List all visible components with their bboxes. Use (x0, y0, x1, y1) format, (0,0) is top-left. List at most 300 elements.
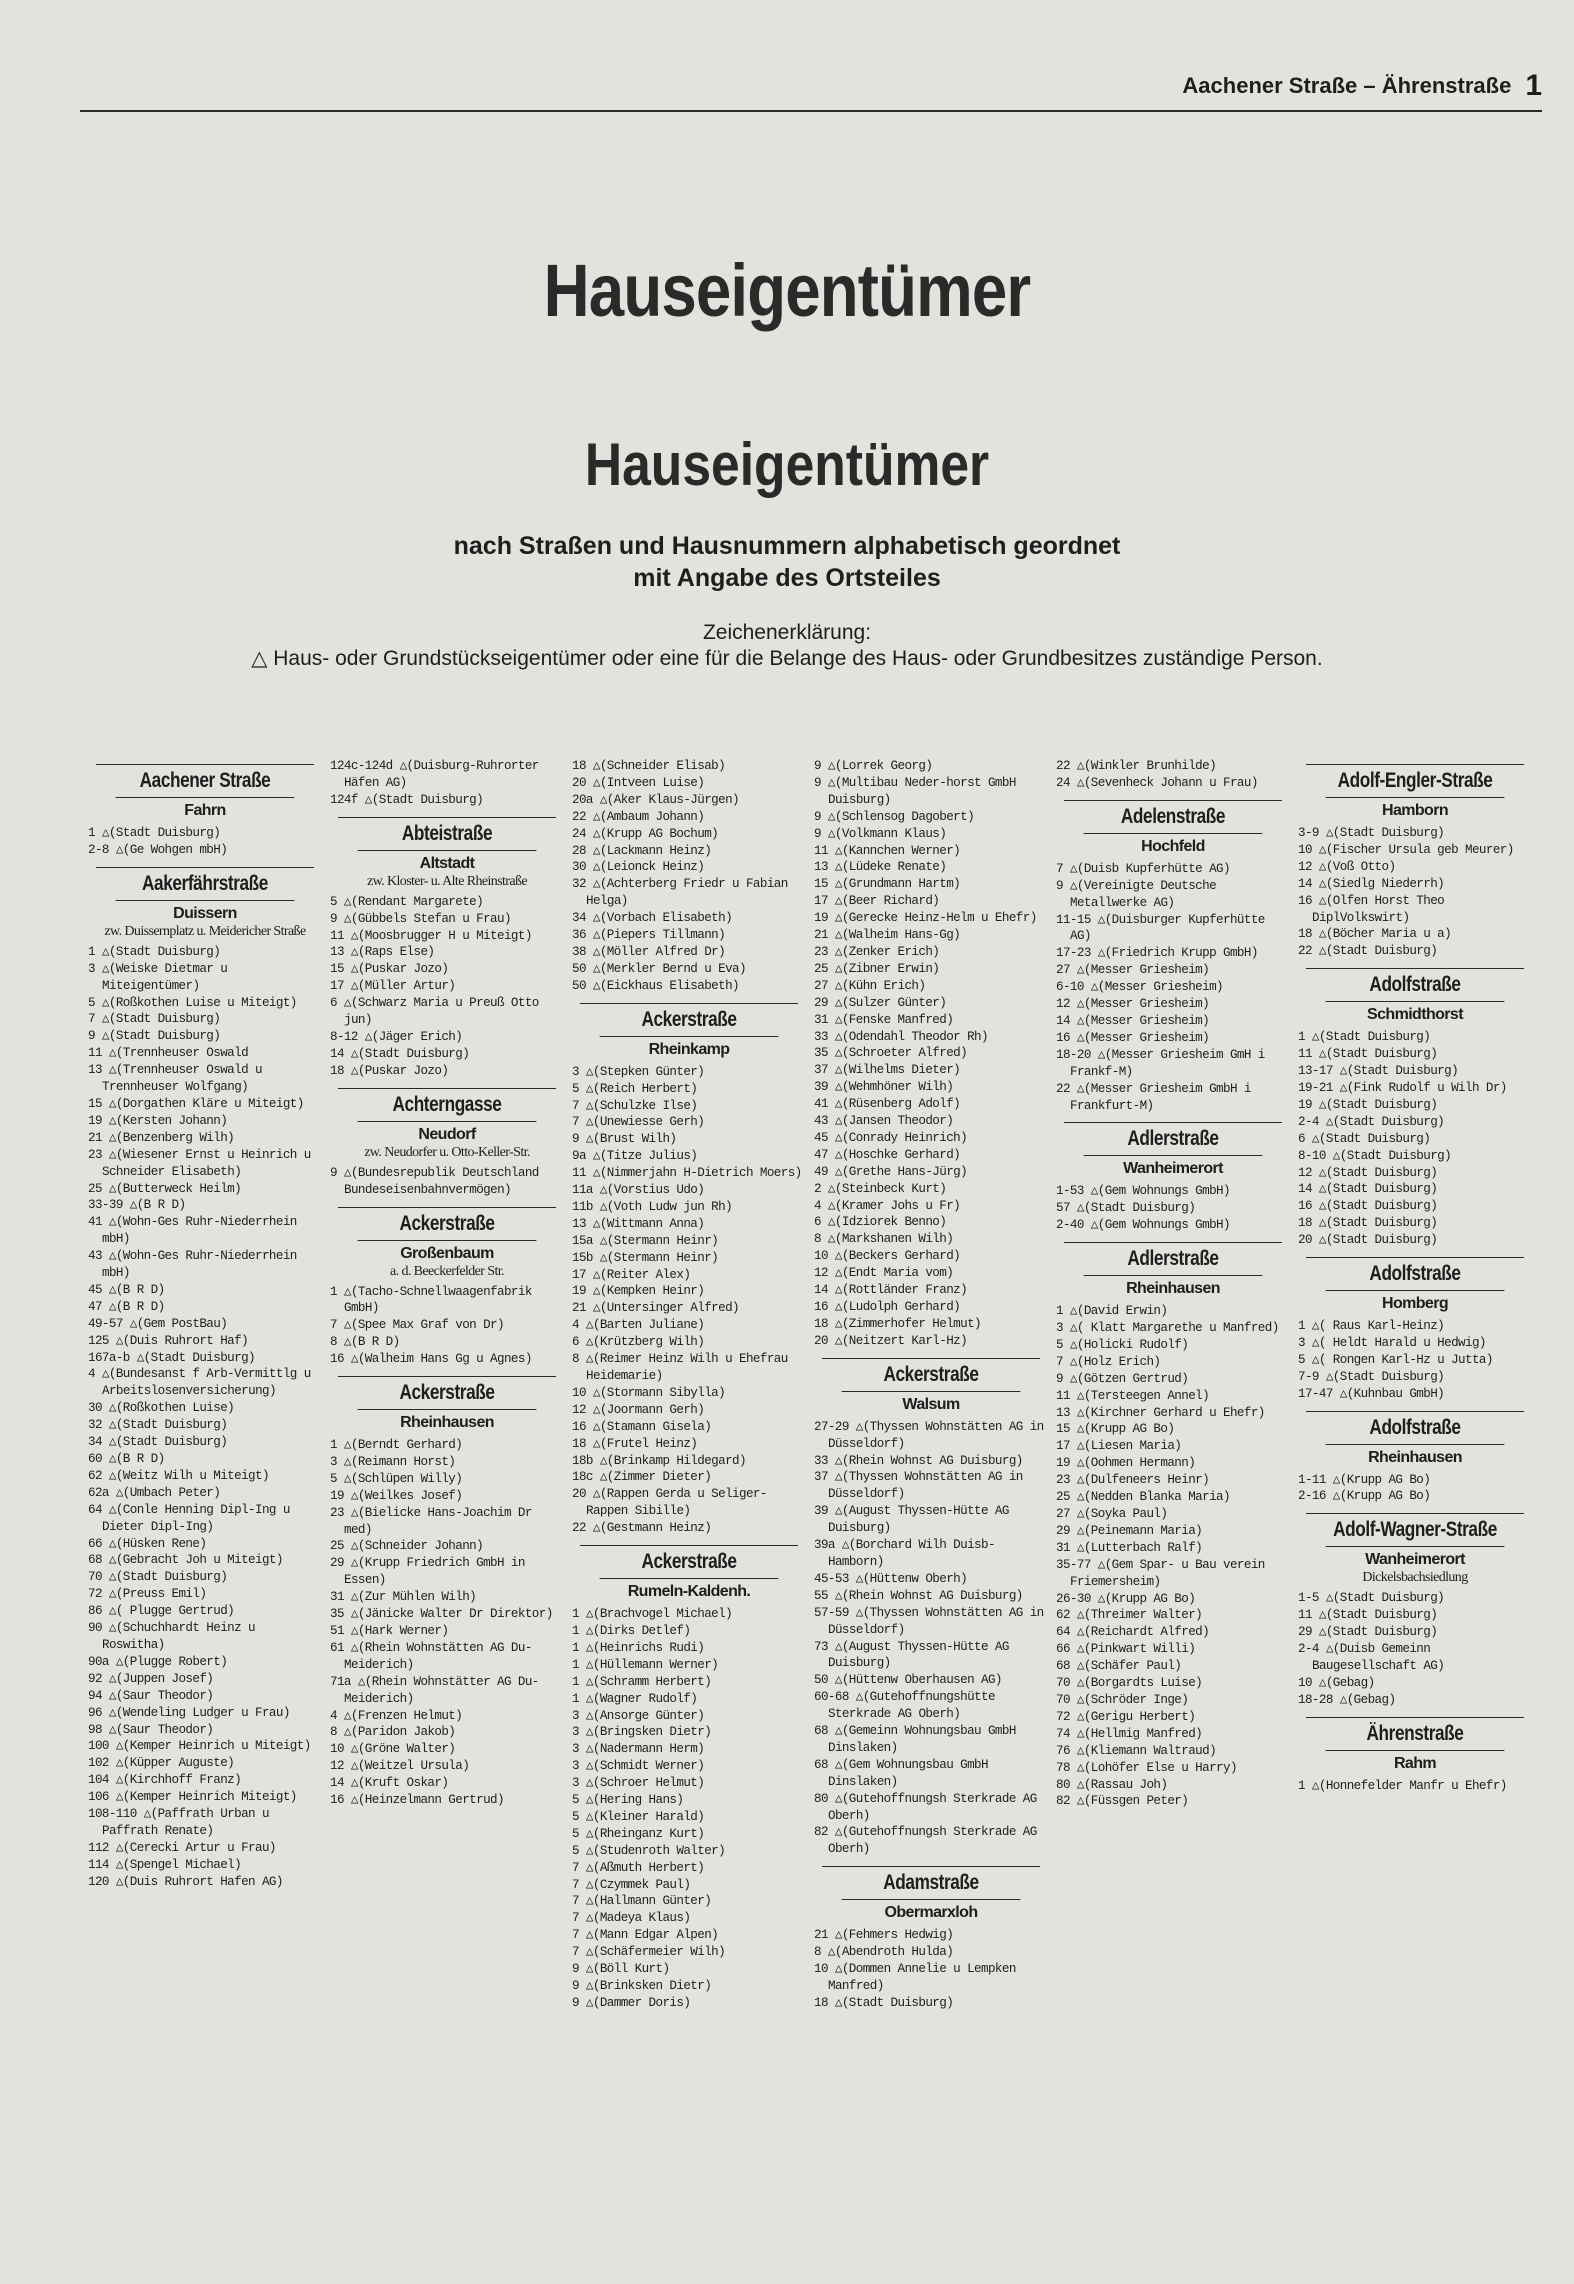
owner-entry: 1 △(Berndt Gerhard) (330, 1438, 463, 1453)
district-name: Rheinhausen (400, 1414, 494, 1432)
street-header (1064, 1122, 1282, 1179)
owner-entry: 5 △(Rendant Margarete) (330, 894, 484, 909)
street-name: Adelenstraße (1084, 805, 1263, 834)
owner-entry: 34 △(Vorbach Elisabeth) (572, 911, 733, 926)
owner-entry: 36 △(Piepers Tillmann) (572, 928, 726, 943)
street-name: Ackerstraße (842, 1363, 1021, 1392)
owner-entry: 15 △(Puskar Jozo) (330, 962, 449, 977)
owner-entry: 11 △(Trennheuser Oswald (88, 1046, 249, 1061)
owner-list (1298, 825, 1532, 960)
owner-entry: 106 △(Kemper Heinrich Miteigt) (88, 1790, 297, 1805)
street-block (1298, 1513, 1532, 1708)
owner-entry: 6-10 △(Messer Griesheim) (1056, 980, 1224, 995)
owner-entry: 74 △(Hellmig Manfred) (1056, 1726, 1203, 1741)
owner-entry: 2 △(Steinbeck Kurt) (814, 1181, 947, 1196)
owner-entry: 1 △(Stadt Duisburg) (1298, 1030, 1431, 1045)
owner-entry: 47 △(Hoschke Gerhard) (814, 1147, 961, 1162)
owner-entry: 15a △(Stermann Heinr) (572, 1233, 719, 1248)
owner-entry: 12 △(Voß Otto) (1298, 859, 1396, 874)
owner-entry: 23 △(Wiesener Ernst u Heinrich u Schneider Elisabeth) (88, 1147, 311, 1179)
district-name: Rahm (1393, 1754, 1437, 1772)
owner-entry: 11 △(Nimmerjahn H-Dietrich Moers) (572, 1166, 802, 1181)
street-block (88, 764, 322, 859)
owner-list (330, 1284, 564, 1369)
owner-entry: 14 △(Rottländer Franz) (814, 1283, 968, 1298)
street-header (822, 1358, 1040, 1415)
owner-entry: 10 △(Stormann Sibylla) (572, 1385, 726, 1400)
owner-entry: 7 △(Czymmek Paul) (572, 1877, 691, 1892)
owner-entry: 5 △(Roßkothen Luise u Miteigt) (88, 995, 297, 1010)
owner-entry: 8 △(Reimer Heinz Wilh u Ehefrau Heidemarie) (572, 1352, 788, 1383)
street-name: Adlerstraße (1084, 1127, 1263, 1156)
owner-entry: 3 △(Nadermann Herm) (572, 1742, 705, 1757)
district-name: Homberg (1381, 1295, 1449, 1313)
district-name: Wanheimerort (1123, 1160, 1223, 1178)
owner-entry: 4 △(Kramer Johs u Fr) (814, 1198, 961, 1213)
owner-entry: 60-68 △(Gutehoffnungshütte Sterkrade AG Oberh) (814, 1690, 995, 1722)
owner-list (330, 894, 564, 1080)
owner-entry: 18 △(Frutel Heinz) (572, 1436, 698, 1451)
owner-entry: 50 △(Eickhaus Elisabeth) (572, 978, 740, 993)
owner-entry: 80 △(Rassau Joh) (1056, 1777, 1168, 1792)
owner-entry: 71a △(Rhein Wohnstätter AG Du-Meiderich) (330, 1674, 539, 1706)
owner-entry: 3 △( Klatt Margarethe u Manfred) (1056, 1321, 1279, 1336)
owner-entry: 25 △(Zibner Erwin) (814, 961, 940, 976)
owner-entry: 22 △(Ambaum Johann) (572, 809, 705, 824)
legend-label: Zeichenerklärung: (702, 621, 872, 644)
district-name: Hamborn (1381, 802, 1449, 819)
owner-entry: 1 △(Stadt Duisburg) (88, 826, 221, 840)
owner-entry: 1 △(Schramm Herbert) (572, 1674, 712, 1689)
owner-entry: 13 △(Kirchner Gerhard u Ehefr) (1056, 1405, 1265, 1420)
owner-entry: 27 △(Kühn Erich) (814, 978, 926, 993)
street-note: zw. Kloster- u. Alte Rheinstraße (366, 873, 527, 889)
owner-entry: 25 △(Butterweck Heilm) (88, 1181, 242, 1196)
page-title: Hauseigentümer (543, 249, 1031, 332)
street-header (1306, 968, 1524, 1025)
owner-entry: 49-57 △(Gem PostBau) (88, 1316, 228, 1331)
owner-entry: 16 △(Stadt Duisburg) (1298, 1199, 1438, 1214)
district-name: Fahrn (184, 802, 226, 819)
owner-entry: 11 △(Moosbrugger H u Miteigt) (330, 928, 532, 943)
district-name: Walsum (902, 1395, 960, 1413)
owner-entry: 43 △(Wohn-Ges Ruhr-Niederrhein mbH) (88, 1249, 297, 1281)
owner-entry: 18 △(Puskar Jozo) (330, 1063, 449, 1078)
street-header (1306, 764, 1524, 821)
owner-list (1056, 758, 1290, 792)
owner-entry: 7-9 △(Stadt Duisburg) (1298, 1369, 1445, 1384)
street-block (1056, 800, 1290, 1115)
owner-entry: 7 △(Duisb Kupferhütte AG) (1056, 861, 1230, 876)
district-name: Obermarxloh (884, 1904, 978, 1922)
street-block (1298, 1257, 1532, 1403)
owner-entry: 20 △(Neitzert Karl-Hz) (814, 1333, 968, 1348)
owner-entry: 11a △(Vorstius Udo) (572, 1183, 705, 1198)
owner-entry: 19-21 △(Fink Rudolf u Wilh Dr) (1298, 1080, 1507, 1095)
owner-entry: 27-29 △(Thyssen Wohnstätten AG in Düsseldorf) (814, 1419, 1044, 1451)
owner-entry: 11 △(Tersteegen Annel) (1056, 1388, 1210, 1403)
owner-entry: 68 △(Gem Wohnungsbau GmbH Dinslaken) (814, 1757, 988, 1789)
legend-text: △ Haus- oder Grundstückseigentümer oder eine für die Belange des Haus- oder Grundbesitzes zuständige Person. (251, 647, 1323, 670)
owner-entry: 37 △(Wilhelms Dieter) (814, 1063, 961, 1078)
street-header (1306, 1411, 1524, 1468)
owner-entry: 9 △(Bundesrepublik Deutschland Bundeseisenbahnvermögen) (330, 1165, 539, 1197)
street-header (1064, 1242, 1282, 1299)
owner-entry: 60 △(B R D) (88, 1452, 165, 1466)
owner-entry: 10 △(Gröne Walter) (330, 1742, 456, 1757)
owner-entry: 18-20 △(Messer Griesheim GmH i Frankf-M) (1056, 1047, 1265, 1079)
district-name: Duissern (173, 904, 237, 922)
owner-entry: 14 △(Siedlg Niederrh) (1298, 876, 1445, 891)
owner-entry: 9 △(Lorrek Georg) (814, 759, 933, 773)
owner-entry: 14 △(Messer Griesheim) (1056, 1013, 1210, 1028)
street-name: Aakerfährstraße (116, 872, 295, 901)
street-block (1056, 1122, 1290, 1234)
owner-entry: 39a △(Borchard Wilh Duisb-Hamborn) (814, 1538, 995, 1569)
street-note: Dickelsbachsiedlung (1362, 1570, 1468, 1586)
directory-column (814, 758, 1048, 2258)
owner-entry: 18-28 △(Gebag) (1298, 1692, 1396, 1707)
owner-entry: 29 △(Peinemann Maria) (1056, 1523, 1203, 1538)
owner-list (572, 1064, 806, 1537)
owner-entry: 9 △(Brust Wilh) (572, 1132, 677, 1147)
owner-entry: 6 △(Schwarz Maria u Preuß Otto jun) (330, 996, 539, 1028)
owner-entry: 1 △(Heinrichs Rudi) (572, 1640, 705, 1655)
street-name: Adolfstraße (1326, 1262, 1505, 1291)
owner-entry: 15 △(Krupp AG Bo) (1056, 1422, 1175, 1437)
owner-entry: 13 △(Lüdeke Renate) (814, 860, 947, 875)
street-name: Adolf-Wagner-Straße (1326, 1518, 1505, 1547)
page-header (80, 62, 1542, 112)
owner-entry: 14 △(Stadt Duisburg) (330, 1046, 470, 1061)
owner-entry: 9 △(Schlensog Dagobert) (814, 809, 975, 824)
street-header (822, 1866, 1040, 1923)
owner-list (1298, 1029, 1532, 1249)
street-block (330, 817, 564, 1080)
owner-entry: 5 △(Studenroth Walter) (572, 1843, 726, 1858)
street-name: Abteistraße (358, 822, 537, 851)
owner-entry: 13-17 △(Stadt Duisburg) (1298, 1064, 1459, 1079)
owner-entry: 68 △(Schäfer Paul) (1056, 1659, 1182, 1674)
district-name: Rheinkamp (648, 1040, 730, 1058)
owner-entry: 86 △( Plugge Gertrud) (88, 1604, 235, 1619)
owner-entry: 11b △(Voth Ludw jun Rh) (572, 1199, 733, 1214)
street-block (1298, 1717, 1532, 1795)
owner-entry: 35-77 △(Gem Spar- u Bau verein Friemersheim) (1056, 1557, 1265, 1589)
owner-list (88, 825, 322, 859)
owner-entry: 9a △(Titze Julius) (572, 1149, 698, 1164)
owner-entry: 1 △(Dirks Detlef) (572, 1623, 691, 1638)
owner-entry: 22 △(Gestmann Heinz) (572, 1521, 712, 1536)
owner-list (572, 1606, 806, 2012)
owner-entry: 9 △(Brinksken Dietr) (572, 1979, 712, 1993)
owner-entry: 68 △(Gebracht Joh u Miteigt) (88, 1553, 283, 1568)
owner-entry: 114 △(Spengel Michael) (88, 1857, 242, 1872)
owner-list (814, 1927, 1048, 2012)
street-block (330, 1088, 564, 1199)
district-name: Großenbaum (400, 1244, 494, 1262)
owner-entry: 4 △(Barten Juliane) (572, 1318, 705, 1333)
owner-entry: 24 △(Krupp AG Bochum) (572, 826, 719, 841)
owner-entry: 10 △(Dommen Annelie u Lempken Manfred) (814, 1962, 1016, 1993)
owner-entry: 92 △(Juppen Josef) (88, 1671, 214, 1686)
owner-entry: 25 △(Nedden Blanka Maria) (1056, 1490, 1230, 1505)
street-header (96, 867, 314, 940)
owner-entry: 14 △(Kruft Oskar) (330, 1776, 449, 1791)
owner-entry: 124c-124d △(Duisburg-Ruhrorter Häfen AG) (330, 759, 539, 790)
street-block (1298, 764, 1532, 960)
owner-entry: 3 △(Reimann Horst) (330, 1454, 456, 1469)
owner-entry: 18b △(Brinkamp Hildegard) (572, 1453, 746, 1468)
owner-entry: 11-15 △(Duisburger Kupferhütte AG) (1056, 912, 1265, 944)
owner-entry: 90a △(Plugge Robert) (88, 1654, 228, 1669)
page-range: Aachener Straße – Ährenstraße (1182, 73, 1512, 98)
street-name: Ackerstraße (358, 1212, 537, 1241)
owner-entry: 41 △(Wohn-Ges Ruhr-Niederrhein mbH) (88, 1215, 297, 1247)
owner-entry: 1 △( Raus Karl-Heinz) (1298, 1319, 1445, 1334)
owner-entry: 16 △(Heinzelmann Gertrud) (330, 1793, 504, 1808)
street-block (330, 1207, 564, 1369)
owner-entry: 7 △(Spee Max Graf von Dr) (330, 1318, 504, 1333)
owner-entry: 72 △(Gerigu Herbert) (1056, 1709, 1196, 1724)
owner-entry: 61 △(Rhein Wohnstätten AG Du-Meiderich) (330, 1640, 532, 1672)
owner-entry: 167a-b △(Stadt Duisburg) (88, 1350, 256, 1365)
owner-entry: 1 △(Brachvogel Michael) (572, 1607, 733, 1622)
owner-entry: 34 △(Stadt Duisburg) (88, 1435, 228, 1450)
owner-entry: 11 △(Stadt Duisburg) (1298, 1047, 1438, 1062)
owner-entry: 50 △(Hüttenw Oberhausen AG) (814, 1673, 1002, 1688)
owner-entry: 10 △(Beckers Gerhard) (814, 1249, 961, 1264)
directory-columns (88, 758, 1534, 2258)
owner-entry: 17 △(Beer Richard) (814, 894, 940, 909)
owner-entry: 22 △(Winkler Brunhilde) (1056, 759, 1217, 773)
owner-entry: 19 △(Oohmen Hermann) (1056, 1456, 1196, 1471)
owner-list (330, 1437, 564, 1809)
owner-entry: 64 △(Conle Henning Dipl-Ing u Dieter Dipl-Ing) (88, 1502, 290, 1534)
owner-entry: 19 △(Gerecke Heinz-Helm u Ehefr) (814, 911, 1037, 926)
owner-entry: 7 △(Stadt Duisburg) (88, 1012, 221, 1027)
district-name: Hochfeld (1141, 837, 1205, 855)
owner-entry: 98 △(Saur Theodor) (88, 1722, 214, 1737)
owner-entry: 6 △(Krützberg Wilh) (572, 1335, 705, 1350)
owner-entry: 49 △(Grethe Hans-Jürg) (814, 1164, 968, 1179)
owner-list (1298, 1318, 1532, 1403)
owner-entry: 33-39 △(B R D) (88, 1198, 186, 1213)
owner-entry: 5 △(Schlüpen Willy) (330, 1471, 463, 1486)
owner-entry: 28 △(Lackmann Heinz) (572, 843, 712, 858)
street-name: Adlerstraße (1084, 1247, 1263, 1276)
street-block (330, 758, 564, 809)
street-header (338, 817, 556, 890)
owner-entry: 24 △(Sevenheck Johann u Frau) (1056, 775, 1258, 790)
street-block (330, 1376, 564, 1809)
owner-entry: 70 △(Stadt Duisburg) (88, 1570, 228, 1585)
owner-entry: 120 △(Duis Ruhrort Hafen AG) (88, 1874, 283, 1889)
owner-entry: 10 △(Fischer Ursula geb Meurer) (1298, 842, 1514, 857)
owner-entry: 15 △(Grundmann Hartm) (814, 877, 961, 892)
owner-entry: 16 △(Messer Griesheim) (1056, 1030, 1210, 1045)
owner-entry: 70 △(Borgardts Luise) (1056, 1676, 1203, 1691)
owner-entry: 15 △(Dorgathen Kläre u Miteigt) (88, 1096, 304, 1111)
owner-entry: 33 △(Odendahl Theodor Rh) (814, 1029, 988, 1044)
street-block (1298, 968, 1532, 1249)
owner-entry: 7 △(Schäfermeier Wilh) (572, 1945, 726, 1960)
street-name: Ackerstraße (600, 1008, 779, 1037)
district-name: Rheinhausen (1126, 1280, 1220, 1298)
owner-entry: 7 △(Madeya Klaus) (572, 1911, 691, 1926)
owner-entry: 7 △(Mann Edgar Alpen) (572, 1928, 719, 1943)
street-name: Achterngasse (358, 1093, 537, 1122)
owner-entry: 37 △(Thyssen Wohnstätten AG in Düsseldorf) (814, 1470, 1023, 1502)
owner-entry: 6 △(Stadt Duisburg) (1298, 1131, 1431, 1146)
description-line: mit Angabe des Ortsteiles (633, 564, 941, 592)
owner-entry: 5 △(Hering Hans) (572, 1793, 684, 1808)
owner-entry: 1 △(Hüllemann Werner) (572, 1657, 719, 1672)
owner-entry: 3 △(Bringsken Dietr) (572, 1725, 712, 1740)
owner-entry: 66 △(Pinkwart Willi) (1056, 1642, 1196, 1657)
owner-entry: 72 △(Preuss Emil) (88, 1587, 207, 1602)
owner-entry: 90 △(Schuchhardt Heinz u Roswitha) (88, 1621, 256, 1652)
street-header (338, 1207, 556, 1280)
owner-entry: 1 △(Wagner Rudolf) (572, 1691, 698, 1706)
owner-entry: 3 △(Weiske Dietmar u Miteigentümer) (88, 961, 228, 993)
owner-entry: 3 △(Stepken Günter) (572, 1064, 705, 1079)
street-note: a. d. Beeckerfelder Str. (390, 1263, 504, 1279)
owner-entry: 2-40 △(Gem Wohnungs GmbH) (1056, 1218, 1230, 1233)
street-header (338, 1088, 556, 1161)
owner-entry: 45 △(B R D) (88, 1282, 165, 1297)
street-name: Adolfstraße (1326, 1416, 1505, 1445)
district-name: Neudorf (418, 1125, 476, 1143)
street-name: Adolfstraße (1326, 973, 1505, 1002)
owner-entry: 9 △(Götzen Gertrud) (1056, 1371, 1189, 1386)
owner-entry: 125 △(Duis Ruhrort Haf) (88, 1333, 249, 1348)
owner-entry: 9 △(Dammer Doris) (572, 1995, 691, 2010)
street-note: zw. Neudorfer u. Otto-Keller-Str. (364, 1144, 530, 1160)
owner-entry: 18 △(Böcher Maria u a) (1298, 927, 1452, 942)
owner-entry: 15b △(Stermann Heinr) (572, 1250, 719, 1265)
owner-entry: 2-4 △(Stadt Duisburg) (1298, 1114, 1445, 1129)
section-title: Hauseigentümer (584, 431, 990, 498)
owner-entry: 27 △(Messer Griesheim) (1056, 963, 1210, 978)
owner-entry: 70 △(Schröder Inge) (1056, 1692, 1189, 1707)
owner-entry: 104 △(Kirchhoff Franz) (88, 1773, 242, 1788)
owner-list (330, 758, 564, 809)
owner-entry: 8 △(B R D) (330, 1335, 400, 1350)
street-block (814, 758, 1048, 1350)
owner-entry: 6 △(Idziorek Benno) (814, 1215, 947, 1230)
street-name: Aachener Straße (116, 769, 295, 798)
owner-entry: 12 △(Weitzel Ursula) (330, 1759, 470, 1774)
owner-entry: 29 △(Sulzer Günter) (814, 995, 947, 1010)
owner-entry: 31 △(Lutterbach Ralf) (1056, 1540, 1203, 1555)
owner-entry: 31 △(Zur Mühlen Wilh) (330, 1590, 477, 1605)
owner-entry: 35 △(Jänicke Walter Dr Direktor) (330, 1607, 553, 1622)
owner-entry: 96 △(Wendeling Ludger u Frau) (88, 1705, 290, 1720)
owner-list (814, 1419, 1048, 1859)
description (0, 530, 1574, 594)
owner-list (1056, 861, 1290, 1115)
owner-entry: 5 △( Rongen Karl-Hz u Jutta) (1298, 1352, 1493, 1367)
owner-entry: 1 △(David Erwin) (1056, 1304, 1168, 1319)
owner-entry: 7 △(Schulzke Ilse) (572, 1098, 698, 1113)
owner-entry: 94 △(Saur Theodor) (88, 1688, 214, 1703)
owner-entry: 8 △(Paridon Jakob) (330, 1725, 456, 1740)
owner-list (1056, 1183, 1290, 1234)
owner-entry: 73 △(August Thyssen-Hütte AG Duisburg) (814, 1639, 1009, 1671)
legend (0, 620, 1574, 672)
owner-entry: 18 △(Zimmerhofer Helmut) (814, 1316, 982, 1331)
street-name: Ährenstraße (1326, 1722, 1505, 1751)
directory-column (1298, 758, 1532, 2258)
directory-column (330, 758, 564, 2258)
page-number: 1 (1525, 69, 1542, 102)
owner-list (1298, 1590, 1532, 1708)
owner-entry: 1-11 △(Krupp AG Bo) (1298, 1472, 1431, 1487)
owner-entry: 20a △(Aker Klaus-Jürgen) (572, 792, 740, 807)
owner-entry: 124f △(Stadt Duisburg) (330, 792, 484, 807)
owner-entry: 33 △(Rhein Wohnst AG Duisburg) (814, 1453, 1023, 1468)
owner-entry: 20 △(Intveen Luise) (572, 775, 705, 790)
owner-entry: 8 △(Abendroth Hulda) (814, 1945, 954, 1960)
owner-entry: 4 △(Bundesanst f Arb-Vermittlg u Arbeitslosenversicherung) (88, 1367, 311, 1399)
owner-entry: 18c △(Zimmer Dieter) (572, 1470, 712, 1485)
street-block (1056, 1242, 1290, 1810)
owner-entry: 19 △(Kempken Heinr) (572, 1284, 705, 1299)
directory-column (1056, 758, 1290, 2258)
owner-entry: 1 △(Tacho-Schnellwaagenfabrik GmbH) (330, 1284, 532, 1316)
owner-entry: 20 △(Stadt Duisburg) (1298, 1233, 1438, 1248)
owner-entry: 14 △(Stadt Duisburg) (1298, 1182, 1438, 1197)
owner-entry: 18 △(Stadt Duisburg) (1298, 1216, 1438, 1231)
owner-entry: 57 △(Stadt Duisburg) (1056, 1201, 1196, 1216)
owner-entry: 3-9 △(Stadt Duisburg) (1298, 826, 1445, 840)
owner-entry: 21 △(Fehmers Hedwig) (814, 1928, 954, 1943)
street-header (1306, 1513, 1524, 1586)
owner-entry: 1-5 △(Stadt Duisburg) (1298, 1591, 1445, 1606)
owner-entry: 4 △(Frenzen Helmut) (330, 1708, 463, 1723)
street-block (814, 1866, 1048, 2012)
owner-entry: 26-30 △(Krupp AG Bo) (1056, 1591, 1196, 1606)
owner-entry: 3 △(Schroer Helmut) (572, 1776, 705, 1791)
owner-entry: 3 △(Schmidt Werner) (572, 1759, 705, 1774)
owner-entry: 45-53 △(Hüttenw Oberh) (814, 1571, 968, 1586)
street-name: Adolf-Engler-Straße (1326, 769, 1505, 798)
owner-entry: 29 △(Stadt Duisburg) (1298, 1625, 1438, 1640)
street-name: Ackerstraße (358, 1381, 537, 1410)
owner-entry: 17 △(Liesen Maria) (1056, 1439, 1182, 1454)
owner-entry: 1 △(Honnefelder Manfr u Ehefr) (1298, 1778, 1507, 1793)
owner-entry: 76 △(Kliemann Waltraud) (1056, 1743, 1217, 1758)
owner-entry: 13 △(Wittmann Anna) (572, 1216, 705, 1231)
owner-entry: 41 △(Rüsenberg Adolf) (814, 1097, 961, 1112)
owner-entry: 7 △(Holz Erich) (1056, 1354, 1161, 1369)
owner-entry: 78 △(Lohöfer Else u Harry) (1056, 1760, 1237, 1775)
district-name: Rheinhausen (1368, 1448, 1462, 1466)
owner-entry: 19 △(Stadt Duisburg) (1298, 1097, 1438, 1112)
owner-entry: 1-53 △(Gem Wohnungs GmbH) (1056, 1184, 1230, 1199)
street-note: zw. Duissernplatz u. Meidericher Straße (104, 923, 306, 939)
owner-entry: 30 △(Roßkothen Luise) (88, 1401, 235, 1416)
owner-entry: 16 △(Ludolph Gerhard) (814, 1300, 961, 1314)
owner-entry: 9 △(Multibau Neder-horst GmbH Duisburg) (814, 775, 1016, 807)
owner-entry: 19 △(Weilkes Josef) (330, 1488, 463, 1503)
street-header (1306, 1257, 1524, 1314)
owner-entry: 30 △(Leionck Heinz) (572, 860, 705, 875)
owner-entry: 55 △(Rhein Wohnst AG Duisburg) (814, 1588, 1023, 1603)
owner-entry: 108-110 △(Paffrath Urban u Paffrath Renate) (88, 1807, 269, 1838)
district-name: Schmidthorst (1367, 1006, 1463, 1024)
